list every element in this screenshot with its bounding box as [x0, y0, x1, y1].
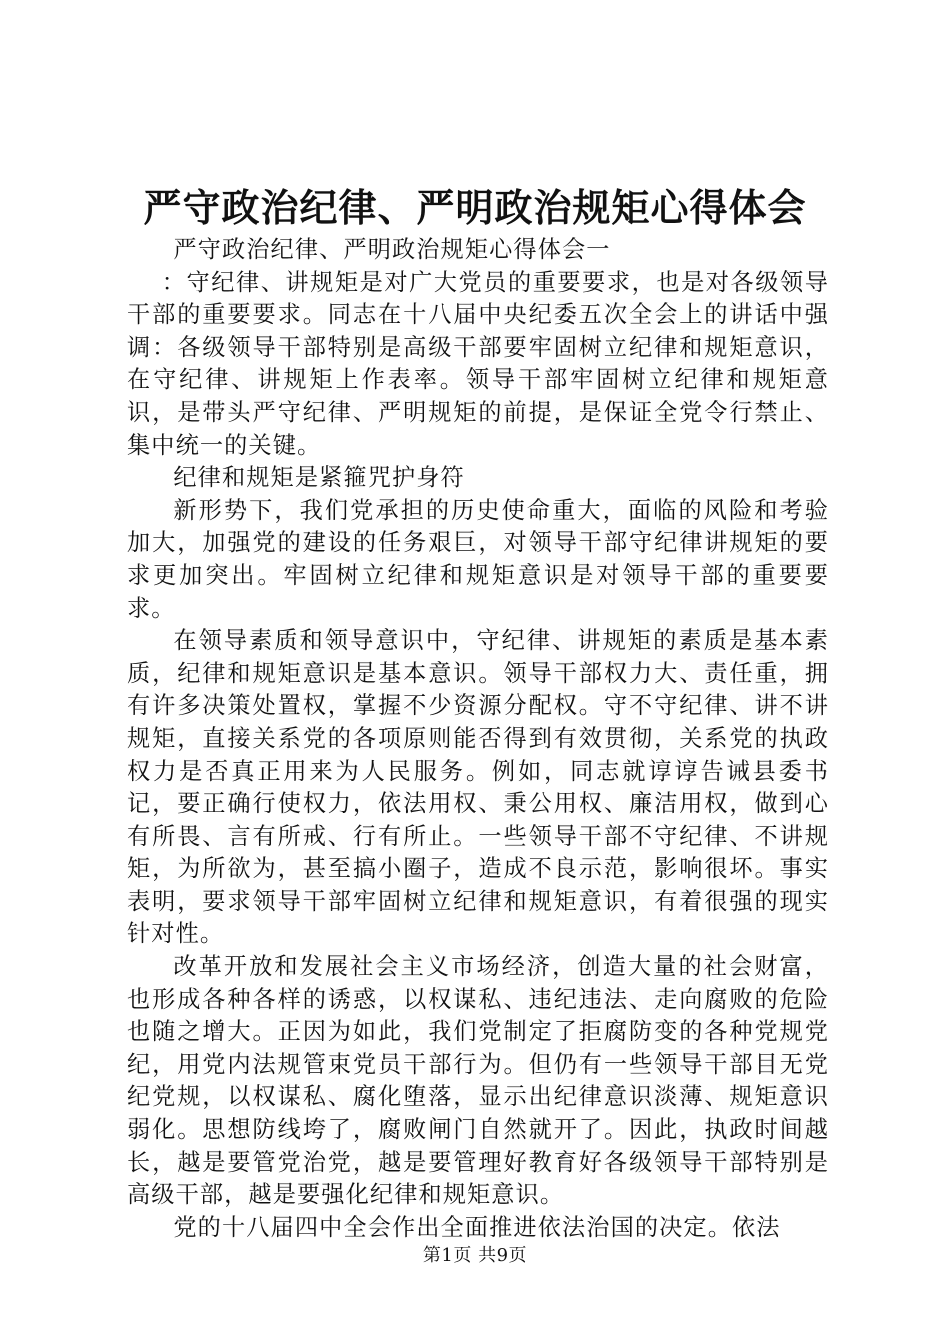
section-heading: 严守政治纪律、严明政治规矩心得体会一 [173, 236, 611, 263]
document-body [127, 234, 829, 1244]
document-title: 严守政治纪律、严明政治规矩心得体会 [143, 185, 807, 230]
paragraph: 党的十八届四中全会作出全面推进依法治国的决定。依法 [173, 1213, 781, 1241]
section-heading: 纪律和规矩是紧箍咒护身符 [173, 464, 465, 492]
page-number-footer: 第1页 共9页 [422, 1245, 528, 1266]
paragraph: 改革开放和发展社会主义市场经济，创造大量的社会财富，也形成各种各样的诱惑，以权谋私、违纪违法、走向腐败的危险也随之增大。正因为如此，我们党制定了拒腐防变的各种党规党纪，用党内法规管束党员干部行为。但仍有一些领导干部目无党纪党规，以权谋私、腐化堕落，显示出纪律意识淡薄、规矩意识弱化。思想防线垮了，腐败闸门自然就开了。因此，执政时间越长，越是要管党治党，越是要管理好教育好各级领导干部特别是高级干部，越是要强化纪律和规矩意识。 [127, 953, 829, 1209]
paragraph: 新形势下，我们党承担的历史使命重大，面临的风险和考验加大，加强党的建设的任务艰巨，对领导干部守纪律讲规矩的要求更加突出。牢固树立纪律和规矩意识是对领导干部的重要要求。 [127, 496, 829, 622]
paragraph: ：守纪律、讲规矩是对广大党员的重要要求，也是对各级领导干部的重要要求。同志在十八届中央纪委五次全会上的讲话中强调：各级领导干部特别是高级干部要牢固树立纪律和规矩意识，在守纪律、讲规矩上作表率。领导干部牢固树立纪律和规矩意识，是带头严守纪律、严明规矩的前提，是保证全党令行禁止、集中统一的关键。 [127, 268, 829, 459]
paragraph: 在领导素质和领导意识中，守纪律、讲规矩的素质是基本素质，纪律和规矩意识是基本意识。领导干部权力大、责任重，拥有许多决策处置权，掌握不少资源分配权。守不守纪律、讲不讲规矩，直接关系党的各项原则能否得到有效贯彻，关系党的执政权力是否真正用来为人民服务。例如，同志就谆谆告诫县委书记，要正确行使权力，依法用权、秉公用权、廉洁用权，做到心有所畏、言有所戒、行有所止。一些领导干部不守纪律、不讲规矩，为所欲为，甚至搞小圈子，造成不良示范，影响很坏。事实表明，要求领导干部牢固树立纪律和规矩意识，有着很强的现实针对性。 [127, 627, 829, 948]
